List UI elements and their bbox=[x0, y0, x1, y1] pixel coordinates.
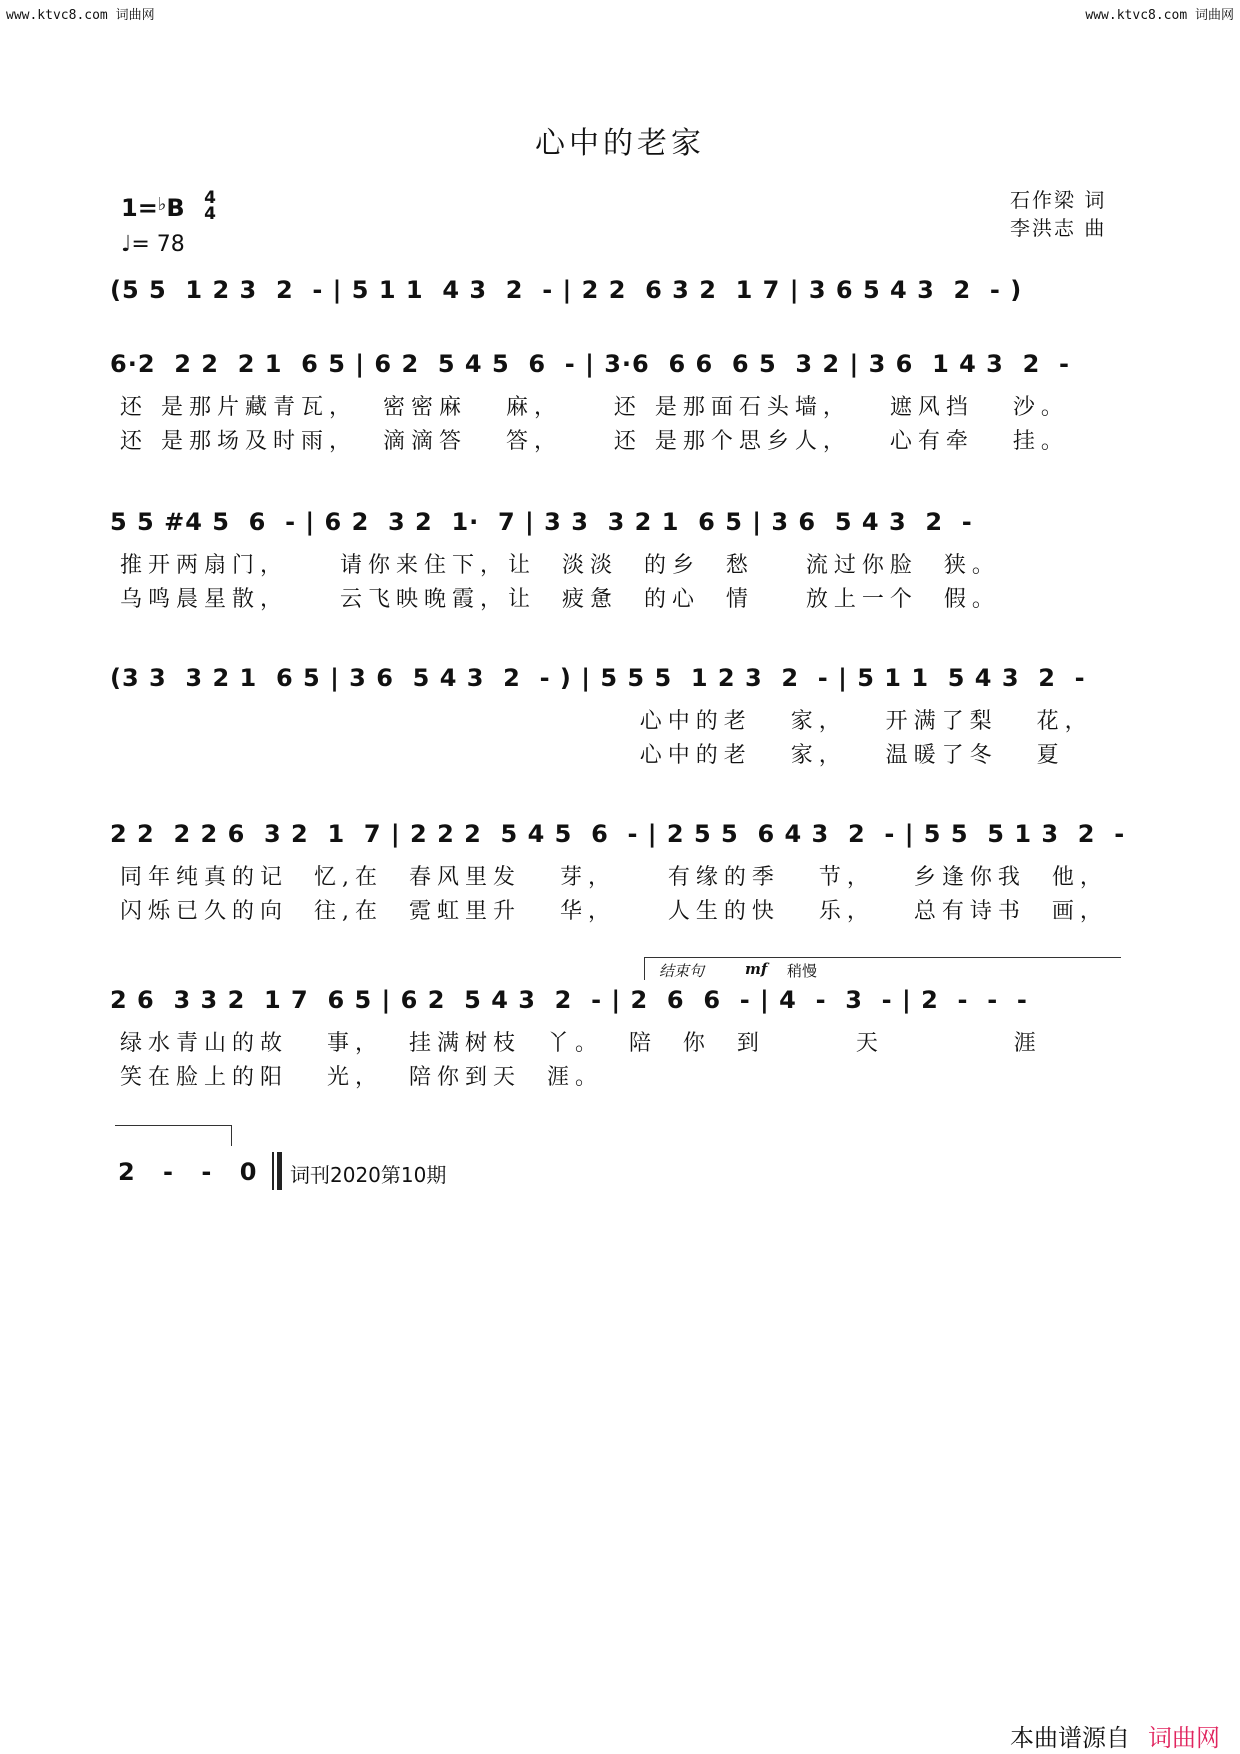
song-title: 心中的老家 bbox=[535, 126, 705, 161]
notation-row-4: (3 3 3 2 1 6 5 | 3 6 5 4 3 2 - ) | 5 5 5 1 2 3 2 - | 5 1 1 5 4 3 2 - bbox=[110, 664, 1086, 692]
lyric-verse1-row-3: 推开两扇门， 请你来住下，让 淡淡 的乡 愁 流过你脸 狭。 bbox=[120, 553, 1000, 578]
lyric-verse1-row-4: 心中的老 家， 开满了梨 花， bbox=[120, 709, 1093, 734]
source-citation: 词刊2020第10期 bbox=[290, 1163, 447, 1187]
lyric-verse1-row-2: 还 是那片藏青瓦， 密密麻 麻， 还 是那面石头墙， 遮风挡 沙。 bbox=[120, 395, 1069, 420]
watermark-left bbox=[6, 4, 155, 23]
key-note: B bbox=[166, 194, 185, 222]
footer-site-link[interactable]: 词曲网 bbox=[1148, 1724, 1220, 1752]
notation-row-1: (5 5 1 2 3 2 - | 5 1 1 4 3 2 - | 2 2 6 3 2 1 7 | 3 6 5 4 3 2 - ) bbox=[110, 276, 1023, 304]
lyricist-credit: 石作梁 词 bbox=[1010, 188, 1107, 212]
ending-bracket bbox=[644, 957, 1121, 980]
key-signature bbox=[121, 194, 185, 222]
ending-label: 结束句 bbox=[659, 962, 705, 980]
lyric-verse2-row-6: 笑在脸上的阳 光， 陪你到天 涯。 bbox=[120, 1065, 603, 1090]
lyric-verse1-row-5: 同年纯真的记 忆,在 春风里发 芽， 有缘的季 节， 乡逢你我 他， bbox=[120, 865, 1108, 890]
final-barline-thick bbox=[277, 1152, 282, 1190]
lyric-verse2-row-5: 闪烁已久的向 往,在 霓虹里升 华， 人生的快 乐， 总有诗书 画， bbox=[120, 899, 1108, 924]
notation-row-3: 5 5 #4 5 6 - | 6 2 3 2 1· 7 | 3 3 3 2 1 6 5 | 3 6 5 4 3 2 - bbox=[110, 508, 973, 536]
watermark-label: 词曲网 bbox=[1194, 8, 1234, 23]
tempo-marking: ♩= 78 bbox=[121, 232, 185, 257]
time-signature-bottom: 4 bbox=[204, 204, 216, 224]
notation-row-6: 2 6 3 3 2 1 7 6 5 | 6 2 5 4 3 2 - | 2 6 6 - | 4 - 3 - | 2 - - - bbox=[110, 986, 1028, 1014]
lyric-verse1-row-6: 绿水青山的故 事， 挂满树枝 丫。 陪 你 到 天 涯 bbox=[120, 1031, 1042, 1056]
flat-symbol: ♭ bbox=[157, 194, 167, 215]
watermark-right bbox=[1085, 4, 1234, 23]
final-barline-thin bbox=[272, 1152, 274, 1190]
dynamic-marking: mf bbox=[745, 960, 768, 978]
notation-row-2: 6·2 2 2 2 1 6 5 | 6 2 5 4 5 6 - | 3·6 6 6 6 5 3 2 | 3 6 1 4 3 2 - bbox=[110, 350, 1070, 378]
footer-source-label: 本曲谱源自 bbox=[1010, 1724, 1130, 1752]
watermark-url: www.ktvc8.com bbox=[6, 8, 108, 23]
lyric-verse2-row-3: 乌鸣晨星散， 云飞映晚霞，让 疲惫 的心 情 放上一个 假。 bbox=[120, 587, 1000, 612]
lyric-verse2-row-2: 还 是那场及时雨， 滴滴答 答， 还 是那个思乡人， 心有牵 挂。 bbox=[120, 429, 1069, 454]
watermark-label: 词曲网 bbox=[115, 8, 155, 23]
final-tie-bracket bbox=[115, 1125, 232, 1146]
lyric-verse2-row-4: 心中的老 家， 温暖了冬 夏 bbox=[120, 743, 1065, 768]
final-notes: 2 - - 0 bbox=[118, 1158, 267, 1186]
key-prefix: 1= bbox=[121, 194, 158, 222]
time-signature bbox=[200, 190, 220, 222]
notation-row-5: 2 2 2 2 6 3 2 1 7 | 2 2 2 5 4 5 6 - | 2 5 5 6 4 3 2 - | 5 5 5 1 3 2 - bbox=[110, 820, 1126, 848]
composer-credit: 李洪志 曲 bbox=[1010, 216, 1107, 240]
time-signature-top: 4 bbox=[204, 188, 216, 208]
watermark-url: www.ktvc8.com bbox=[1085, 8, 1188, 23]
tempo-change-marking: 稍慢 bbox=[787, 962, 818, 980]
